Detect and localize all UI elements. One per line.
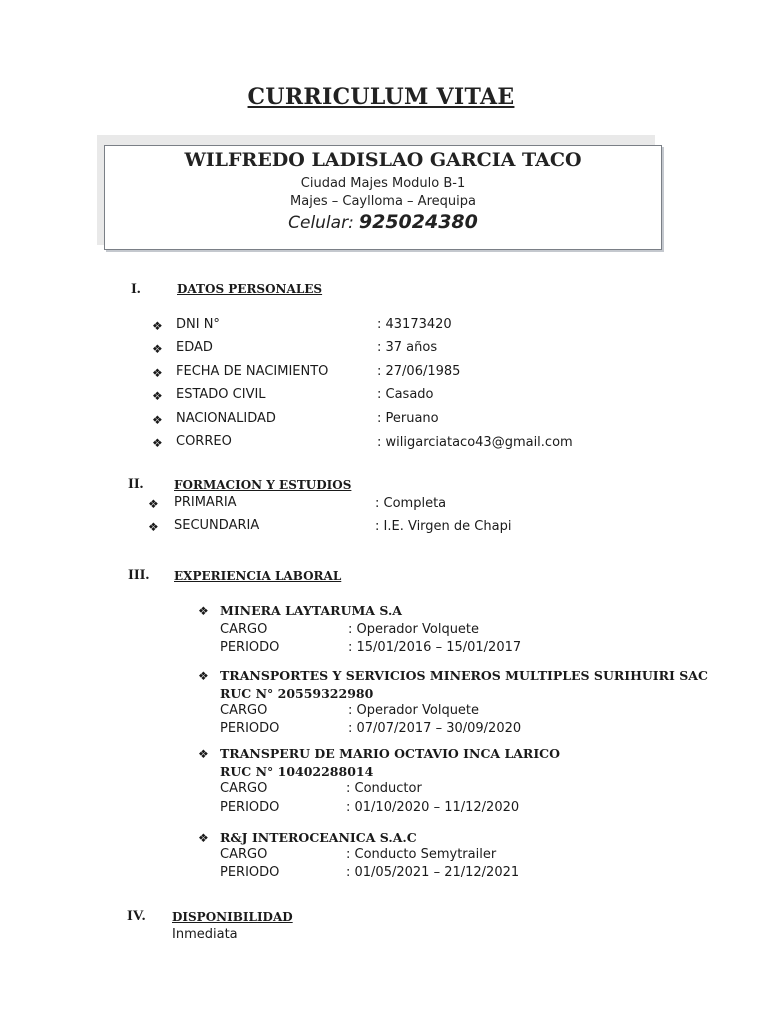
company-ruc: RUC N° 10402288014: [220, 764, 374, 779]
periodo-value: : 01/05/2021 – 21/12/2021: [346, 865, 520, 880]
cargo-value: : Operador Volquete: [348, 622, 480, 637]
periodo-label: PERIODO: [220, 800, 280, 815]
phone-line: [104, 211, 662, 233]
section-title-personal: DATOS PERSONALES: [177, 282, 323, 296]
field-label: DNI N°: [176, 317, 220, 332]
section-number-education: II.: [128, 476, 144, 492]
field-value: : Casado: [377, 387, 434, 402]
candidate-name: WILFREDO LADISLAO GARCIA TACO: [184, 149, 582, 171]
cargo-value: : Conducto Semytrailer: [346, 847, 497, 862]
bullet-icon: ❖: [152, 413, 163, 427]
address-line-1: Ciudad Majes Modulo B-1: [300, 176, 466, 191]
bullet-icon: ❖: [198, 604, 209, 618]
periodo-label: PERIODO: [220, 865, 280, 880]
section-number-experience: III.: [128, 567, 150, 583]
company-name: TRANSPORTES Y SERVICIOS MINEROS MULTIPLES SURIHUIRI SAC: [220, 668, 708, 683]
company-name: R&J INTEROCEANICA S.A.C: [220, 830, 417, 845]
bullet-icon: ❖: [148, 520, 159, 534]
field-value: : 43173420: [377, 317, 452, 332]
bullet-icon: ❖: [152, 436, 163, 450]
field-label: EDAD: [176, 340, 213, 355]
bullet-icon: ❖: [148, 497, 159, 511]
field-label: SECUNDARIA: [174, 518, 260, 533]
field-value: : 27/06/1985: [377, 364, 461, 379]
cargo-label: CARGO: [220, 847, 268, 862]
section-number-availability: IV.: [127, 908, 146, 924]
field-value: : 37 años: [377, 340, 438, 355]
document-title: CURRICULUM VITAE: [247, 84, 515, 110]
cargo-value: : Conductor: [346, 781, 422, 796]
field-label: PRIMARIA: [174, 495, 237, 510]
bullet-icon: ❖: [152, 342, 163, 356]
company-ruc: RUC N° 20559322980: [220, 686, 374, 701]
bullet-icon: ❖: [152, 389, 163, 403]
bullet-icon: ❖: [152, 319, 163, 333]
periodo-label: PERIODO: [220, 721, 280, 736]
field-label: ESTADO CIVIL: [176, 387, 266, 402]
bullet-icon: ❖: [152, 366, 163, 380]
field-value: : Completa: [375, 496, 447, 511]
bullet-icon: ❖: [198, 831, 209, 845]
section-number-personal: I.: [131, 281, 141, 297]
field-label: FECHA DE NACIMIENTO: [176, 364, 329, 379]
field-label: NACIONALIDAD: [176, 411, 276, 426]
periodo-value: : 07/07/2017 – 30/09/2020: [348, 721, 522, 736]
section-title-availability: DISPONIBILIDAD: [172, 910, 293, 924]
email-value: : wiligarciataco43@gmail.com: [377, 435, 573, 450]
periodo-label: PERIODO: [220, 640, 280, 655]
periodo-value: : 01/10/2020 – 11/12/2020: [346, 800, 520, 815]
company-name: MINERA LAYTARUMA S.A: [220, 603, 402, 618]
company-name: TRANSPERU DE MARIO OCTAVIO INCA LARICO: [220, 746, 561, 761]
cargo-value: : Operador Volquete: [348, 703, 480, 718]
periodo-value: : 15/01/2016 – 15/01/2017: [348, 640, 522, 655]
phone-label: Celular:: [288, 213, 354, 233]
section-title-education: FORMACION Y ESTUDIOS: [174, 478, 352, 492]
availability-value: Inmediata: [172, 927, 238, 942]
section-title-experience: EXPERIENCIA LABORAL: [174, 569, 342, 583]
cargo-label: CARGO: [220, 703, 268, 718]
address-line-2: Majes – Caylloma – Arequipa: [290, 194, 476, 209]
cargo-label: CARGO: [220, 781, 268, 796]
bullet-icon: ❖: [198, 669, 209, 683]
bullet-icon: ❖: [198, 747, 209, 761]
cargo-label: CARGO: [220, 622, 268, 637]
field-label: CORREO: [176, 434, 232, 449]
field-value: : Peruano: [377, 411, 439, 426]
field-value: : I.E. Virgen de Chapi: [375, 519, 512, 534]
phone-number: 925024380: [358, 211, 478, 233]
